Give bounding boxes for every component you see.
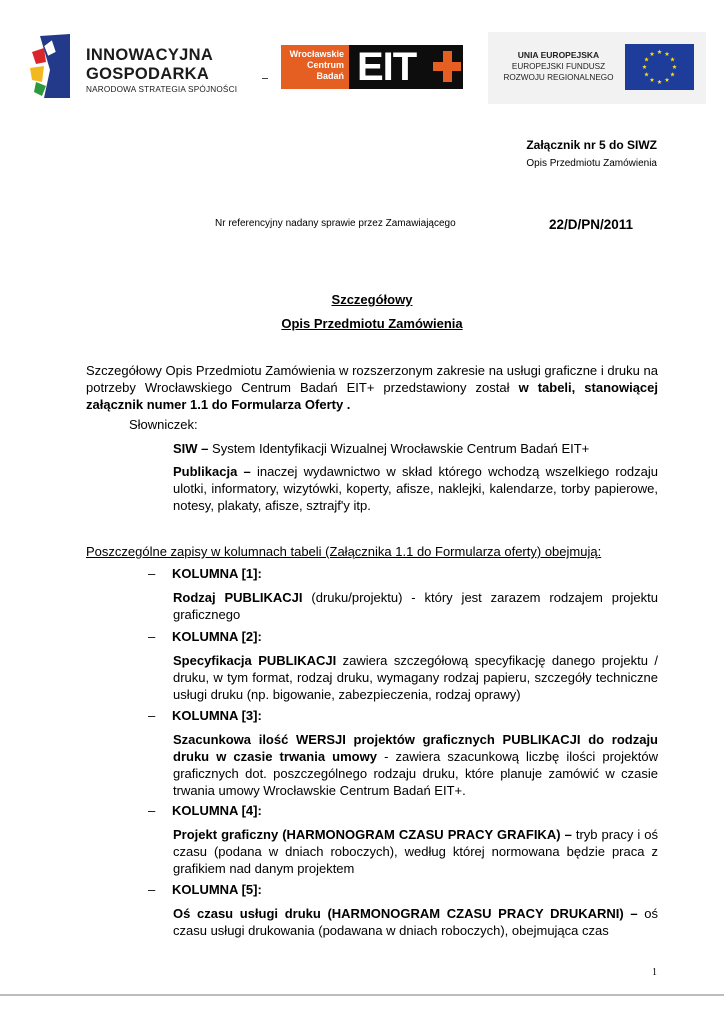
column-4-bold: Projekt graficzny (HARMONOGRAM CZASU PRACY GRAFIKA) – [173,827,572,842]
glossary-siw-def: System Identyfikacji Wizualnej Wrocławskie Centrum Badań EIT+ [208,441,590,456]
page-number: 1 [652,967,657,978]
footer-rule [0,994,724,996]
list-dash: – [148,708,156,723]
column-4-description [173,826,658,877]
list-dash: – [148,882,156,897]
glossary-siw [173,440,658,457]
document-title-line1: Szczegółowy [331,292,413,307]
eit-plus-icon-vertical [443,51,452,82]
column-2-description [173,652,658,703]
column-3-bold: Szacunkowa ilość WERSJI projektów graficznych PUBLIKACJI do rodzaju druku w czasie trwania umowy [173,732,658,764]
column-3-heading [148,708,262,723]
ig-logo-line3: NARODOWA STRATEGIA SPÓJNOŚCI [86,85,238,94]
column-3-label: KOLUMNA [3]: [172,708,262,723]
column-4-label: KOLUMNA [4]: [172,803,262,818]
intro-bold: w tabeli, stanowiącej załącznik numer 1.1 do Formularza Oferty . [86,380,658,412]
column-2-bold: Specyfikacja PUBLIKACJI [173,653,337,668]
eit-plus-logo [349,45,463,89]
column-1-heading [148,566,262,581]
glossary-siw-term: SIW – [173,441,209,456]
wcb-line2: Centrum [306,60,344,70]
list-dash: – [148,629,156,644]
column-1-label: KOLUMNA [1]: [172,566,262,581]
ig-logo-line2: GOSPODARKA [86,65,210,83]
glossary-publikacja [173,463,658,514]
list-dash: – [148,803,156,818]
attachment-subtitle: Opis Przedmiotu Zamówienia [526,158,657,169]
intro-paragraph [86,362,658,413]
wcb-line1: Wrocławskie [289,49,344,59]
column-1-bold: Rodzaj PUBLIKACJI [173,590,303,605]
columns-intro: Poszczególne zapisy w kolumnach tabeli (Załącznika 1.1 do Formularza oferty) obejmują: [86,544,602,559]
ig-flag-icon [30,32,72,100]
column-2-label: KOLUMNA [2]: [172,629,262,644]
innowacyjna-gospodarka-logo [30,32,245,104]
wcb-line3: Badań [316,71,344,81]
column-5-text: oś czasu usługi drukowania (podawana w dniach roboczych), obejmująca czas [173,906,659,938]
column-4-heading [148,803,262,818]
logo-separator [262,78,268,79]
attachment-title: Załącznik nr 5 do SIWZ [526,138,657,152]
column-5-description [173,905,658,939]
eu-logo-line1: UNIA EUROPEJSKA [517,50,600,60]
column-1-text: (druku/projektu) - który jest zarazem rodzajem projektu graficznego [173,590,658,622]
column-5-label: KOLUMNA [5]: [172,882,262,897]
column-1-description [173,589,658,623]
column-2-text: zawiera szczegółową specyfikację danego projektu / druku, w tym format, rodzaj druku, wymagany rodzaj papieru, szczegóły techniczne usługi druku (np. bigowanie, zabezpieczenia, rodzaj oprawy) [173,653,658,702]
column-3-description [173,731,658,799]
reference-label: Nr referencyjny nadany sprawie przez Zamawiającego [215,218,456,229]
eu-logo-line3: ROZWOJU REGIONALNEGO [503,73,614,82]
intro-text: Szczegółowy Opis Przedmiotu Zamówienia w rozszerzonym zakresie na usługi graficzne i druku na potrzeby Wrocławskiego Centrum Badań EIT+ przedstawiony został [86,363,658,395]
eit-text: EIT [357,45,417,89]
wroclawskie-centrum-badan-logo [281,45,349,89]
column-4-text: tryb pracy i oś czasu (podana w dniach roboczych), według której normowana będzie praca z grafikiem nad danym projektem [173,827,658,876]
list-dash: – [148,566,156,581]
column-2-heading [148,629,262,644]
unia-europejska-logo [488,32,706,104]
glossary-pub-def: inaczej wydawnictwo w skład którego wchodzą wszelkiego rodzaju ulotki, informatory, wizytówki, koperty, afisze, naklejki, kalendarze, torby papierowe, notesy, plakaty, afisze, sztrajf'y itp. [173,464,659,513]
column-5-bold: Oś czasu usługi druku (HARMONOGRAM CZASU PRACY DRUKARNI) – [173,906,638,921]
reference-number: 22/D/PN/2011 [549,217,634,232]
column-5-heading [148,882,262,897]
eu-logo-line2: EUROPEJSKI FUNDUSZ [511,62,606,71]
column-3-text: - zawiera szacunkową liczbę ilości projektów graficznych dot. poszczególnego rodzaju druku, które planuje zamówić w czasie trwania umowy Wrocławskie Centrum Badań EIT+. [173,749,659,798]
document-title-line2: Opis Przedmiotu Zamówienia [281,316,463,331]
glossary-label: Słowniczek: [129,417,198,432]
eu-flag-icon [625,44,694,90]
glossary-pub-term: Publikacja – [173,464,251,479]
ig-logo-line1: INNOWACYJNA [86,46,214,64]
